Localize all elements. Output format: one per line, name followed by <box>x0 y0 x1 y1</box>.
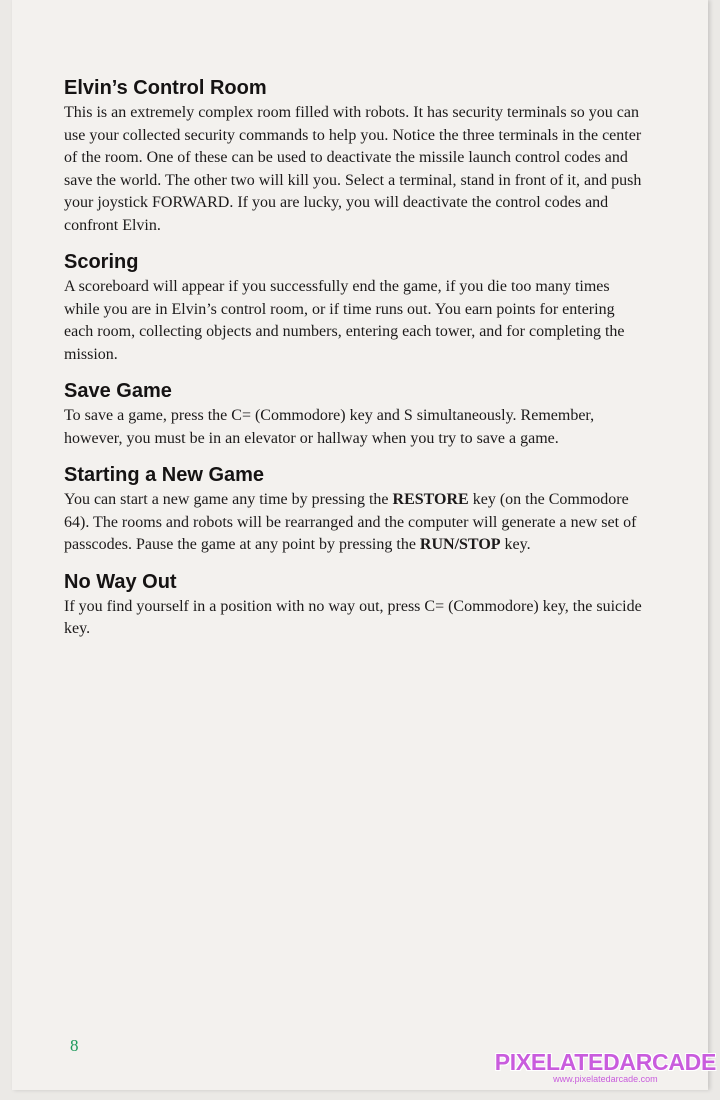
section-no-way-out <box>64 570 644 641</box>
text-run: If you find yourself in a position with no way out, press C= (Commodore) key, the suicide key. <box>64 597 642 637</box>
section-paragraph <box>64 276 644 366</box>
section-scoring <box>64 250 644 366</box>
restore-key-label: RESTORE <box>392 491 469 508</box>
section-heading: Save Game <box>64 380 172 402</box>
section-heading: Starting a New Game <box>64 464 265 486</box>
page-content <box>64 76 644 654</box>
text-run: key (on the Commodore 64). The rooms and robots will be rearranged and the computer will generate a new set of passcodes. Pause the game at any point by pressing the <box>64 491 637 553</box>
section-heading: No Way Out <box>64 570 177 593</box>
text-run: To save a game, press the C= (Commodore) key and S simultaneously. Remember, however, you must be in an elevator or hallway when you try to save a game. <box>64 407 595 447</box>
text-run: This is an extremely complex room filled with robots. It has security terminals so you can use your collected security commands to help you. Notice the three terminals in the center of the room. One of these can be used to deactivate the missile launch control codes and save the world. The other two will kill you. Select a terminal, stand in front of it, and push your joystick FORWARD. If you are lucky, you will deactivate the control codes and confront Elvin. <box>64 104 642 234</box>
section-new-game <box>64 463 644 557</box>
manual-page <box>12 0 708 1090</box>
watermark-url: www.pixelatedarcade.com <box>553 1074 658 1084</box>
section-heading: Scoring <box>64 251 139 273</box>
section-paragraph <box>64 102 644 237</box>
section-paragraph <box>64 596 644 641</box>
text-run: key. <box>500 536 531 553</box>
section-control-room <box>64 76 644 237</box>
page-number: 8 <box>70 1036 79 1055</box>
watermark-logo: PIXELATEDARCADE <box>494 1049 716 1075</box>
text-run: A scoreboard will appear if you successfully end the game, if you die too many times while you are in Elvin’s control room, or if time runs out. You earn points for entering each room, collecting objects and numbers, entering each tower, and for completing the mission. <box>64 278 625 363</box>
section-paragraph <box>64 405 644 450</box>
run-stop-key-label: RUN/STOP <box>419 536 501 553</box>
section-save-game <box>64 379 644 450</box>
section-heading: Elvin’s Control Room <box>64 77 267 99</box>
section-paragraph <box>64 489 644 557</box>
watermark <box>495 1049 716 1084</box>
text-run: You can start a new game any time by pressing the <box>64 491 393 508</box>
